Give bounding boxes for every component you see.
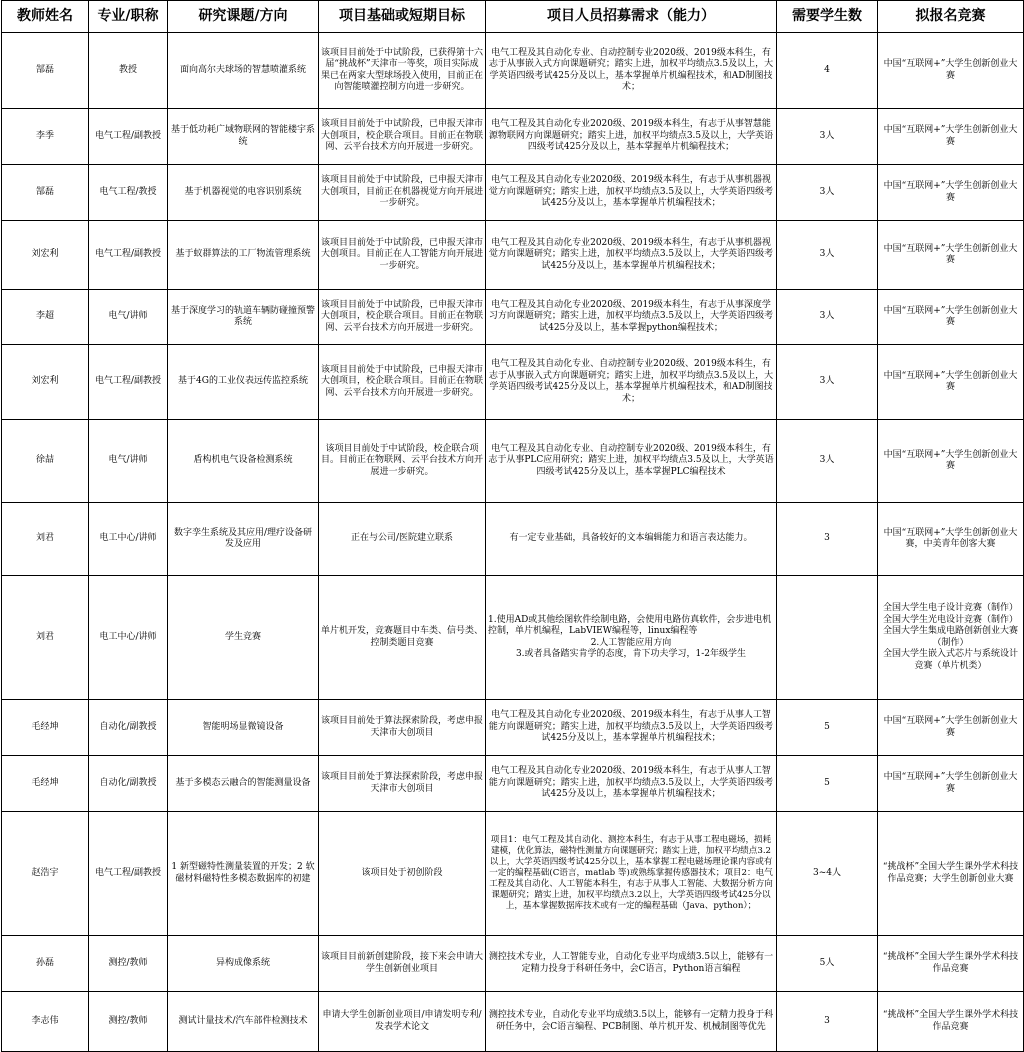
cell-competition: 中国“互联网+”大学生创新创业大赛 [878, 33, 1024, 109]
cell-needs: 测控技术专业，自动化专业平均成绩3.5以上，能够有一定精力投身于科研任务中，会C语言编程、PCB制图、单片机开发、机械制图等优先 [486, 992, 777, 1052]
cell-basis: 该项目目前新创建阶段，接下来会申请大学生创新创业项目 [319, 936, 486, 992]
cell-basis: 该项目目前处于中试阶段，已申报天津市大创项目。目前正在人工智能方向开展进一步研究。 [319, 221, 486, 290]
cell-basis: 申请大学生创新创业项目/申请发明专利/发表学术论文 [319, 992, 486, 1052]
cell-title: 电工中心/讲师 [89, 503, 168, 576]
cell-title: 电气工程/副教授 [89, 345, 168, 420]
cell-basis: 该项目处于初创阶段 [319, 812, 486, 936]
cell-title: 自动化/副教授 [89, 700, 168, 756]
cell-topic: 基于多模态云融合的智能测量设备 [168, 756, 319, 812]
recruitment-table [1, 0, 1024, 1052]
cell-topic: 异构成像系统 [168, 936, 319, 992]
cell-title: 电气工程/教授 [89, 165, 168, 221]
cell-count: 5 [777, 756, 878, 812]
header-topic: 研究课题/方向 [168, 1, 319, 33]
header-teacher: 教师姓名 [2, 1, 89, 33]
table-row [2, 756, 1024, 812]
cell-teacher: 李季 [2, 109, 89, 165]
competition-line: 全国大学生电子设计竞赛（制作） [882, 603, 1018, 613]
cell-competition: 中国“互联网+”大学生创新创业大赛 [878, 756, 1024, 812]
cell-title: 测控/教师 [89, 936, 168, 992]
cell-needs: 电气工程及其自动化专业2020级、2019级本科生，有志于从事深度学习方向课题研究；踏实上进，加权平均绩点3.5及以上，大学英语四级考试425分及以上，基本掌握python编程技术； [486, 290, 777, 345]
cell-needs: 电气工程及其自动化专业2020级、2019级本科生，有志于从事机器视觉方向课题研究；踏实上进，加权平均绩点3.5及以上，大学英语四级考试425分及以上，基本掌握单片机编程技术； [486, 221, 777, 290]
cell-title: 电气工程/副教授 [89, 221, 168, 290]
cell-topic: 基于蚁群算法的工厂物流管理系统 [168, 221, 319, 290]
cell-topic: 测试计量技术/汽车部件检测技术 [168, 992, 319, 1052]
cell-teacher: 李志伟 [2, 992, 89, 1052]
table-row [2, 812, 1024, 936]
cell-count: 3 [777, 503, 878, 576]
cell-topic: 智能明场显微镜设备 [168, 700, 319, 756]
cell-basis: 该项目目前处于中试阶段，已申报天津市大创项目，校企联合项目。目前正在物联网、云平台技术方向开展进一步研究。 [319, 345, 486, 420]
cell-count: 5 [777, 700, 878, 756]
cell-topic: 1 新型磁特性测量装置的开发；2 软磁材料磁特性多模态数据库的初建 [168, 812, 319, 936]
header-needs: 项目人员招募需求（能力） [486, 1, 777, 33]
cell-title: 自动化/副教授 [89, 756, 168, 812]
table-row [2, 109, 1024, 165]
cell-title: 电气工程/副教授 [89, 109, 168, 165]
cell-needs: 电气工程及其自动化专业、自动控制专业2020级、2019级本科生，有志于从事嵌入式方向课题研究；踏实上进，加权平均绩点3.5及以上，大学英语四级考试425分及以上，基本掌握单片机编程技术，和AD制图技术； [486, 345, 777, 420]
cell-basis: 该项目目前处于中试阶段，已申报天津市大创项目，校企联合项目。目前正在物联网、云平台技术方向开展进一步研究。 [319, 109, 486, 165]
cell-needs: 电气工程及其自动化专业、自动控制专业2020级、2019级本科生，有志于从事嵌入式方向课题研究；踏实上进，加权平均绩点3.5及以上，大学英语四级考试425分及以上，基本掌握单片机编程技术，和AD制图技术； [486, 33, 777, 109]
cell-needs: 项目1：电气工程及其自动化、测控本科生，有志于从事工程电磁场，损耗建模，优化算法，磁特性测量方向课题研究；踏实上进，加权平均绩点3.2以上，大学英语四级考试425分以上，基本掌握工程电磁场理论课内容或有一定的编程基础(C语言，matlab 等)或熟练掌握传感器技术；项目2：电气工程及其自动化、人工智能本科生，有志于从事人工智能、大数据分析方向课题研究；踏实上进，加权平均绩点3.2以上，大学英语四级考试425分以上，基本掌握数据库技术或有一定的编程基础（Java、python）； [486, 812, 777, 936]
cell-competition: 中国“互联网+”大学生创新创业大赛，中美青年创客大赛 [878, 503, 1024, 576]
cell-topic: 盾构机电气设备检测系统 [168, 420, 319, 503]
cell-teacher: 刘宏利 [2, 221, 89, 290]
needs-line: 2.人工智能应用方向 [590, 637, 672, 648]
table-row [2, 503, 1024, 576]
cell-needs: 电气工程及其自动化专业、自动控制专业2020级、2019级本科生，有志于从事PLC应用研究；踏实上进，加权平均绩点3.5及以上，大学英语四级考试425分及以上，基本掌握PLC编程技术 [486, 420, 777, 503]
cell-count: 3人 [777, 345, 878, 420]
table-row [2, 290, 1024, 345]
cell-basis: 该项目目前处于算法探索阶段，考虑申报天津市大创项目 [319, 756, 486, 812]
cell-teacher: 刘宏利 [2, 345, 89, 420]
cell-basis: 该项目目前处于算法探索阶段，考虑申报天津市大创项目 [319, 700, 486, 756]
cell-competition: 中国“互联网+”大学生创新创业大赛 [878, 290, 1024, 345]
header-competition: 拟报名竞赛 [878, 1, 1024, 33]
cell-count: 3人 [777, 165, 878, 221]
cell-competition: 中国“互联网+”大学生创新创业大赛 [878, 345, 1024, 420]
cell-competition: “挑战杯”全国大学生课外学术科技作品竞赛 [878, 936, 1024, 992]
table-row [2, 165, 1024, 221]
cell-teacher: 赵浩宇 [2, 812, 89, 936]
cell-topic: 学生竞赛 [168, 576, 319, 700]
cell-needs [486, 576, 777, 700]
cell-teacher: 刘君 [2, 503, 89, 576]
cell-needs: 电气工程及其自动化专业2020级、2019级本科生，有志于从事人工智能方向课题研究；踏实上进，加权平均绩点3.5及以上，大学英语四级考试425分及以上，基本掌握单片机编程技术； [486, 700, 777, 756]
table-row [2, 33, 1024, 109]
cell-teacher: 郜磊 [2, 165, 89, 221]
cell-teacher: 郜磊 [2, 33, 89, 109]
header-title: 专业/职称 [89, 1, 168, 33]
cell-teacher: 毛经坤 [2, 756, 89, 812]
table-row [2, 345, 1024, 420]
cell-teacher: 孙磊 [2, 936, 89, 992]
table-row [2, 700, 1024, 756]
cell-topic: 数字孪生系统及其应用/理疗设备研发及应用 [168, 503, 319, 576]
cell-basis: 该项目目前处于中试阶段，已申报天津市大创项目，目前正在机器视觉方向开展进一步研究。 [319, 165, 486, 221]
competition-line: 全国大学生光电设计竞赛（制作） [882, 614, 1018, 625]
cell-competition [878, 576, 1024, 700]
cell-count: 3人 [777, 420, 878, 503]
cell-competition: 中国“互联网+”大学生创新创业大赛 [878, 109, 1024, 165]
cell-title: 电气工程/副教授 [89, 812, 168, 936]
cell-count: 3人 [777, 109, 878, 165]
needs-line: 3.或者具备踏实肯学的态度，肯下功夫学习，1-2年级学生 [515, 649, 747, 659]
cell-topic: 面向高尔夫球场的智慧喷灌系统 [168, 33, 319, 109]
table-row [2, 420, 1024, 503]
cell-basis: 正在与公司/医院建立联系 [319, 503, 486, 576]
needs-line: 1.使用AD或其他绘图软件绘制电路，会使用电路仿真软件，会步进电机控制，单片机编程，LabVIEW编程等，linux编程等 [488, 614, 772, 636]
cell-competition: “挑战杯”全国大学生课外学术科技作品竞赛；大学生创新创业大赛 [878, 812, 1024, 936]
cell-competition: 中国“互联网+”大学生创新创业大赛 [878, 420, 1024, 503]
cell-needs: 测控技术专业，人工智能专业，自动化专业平均成绩3.5以上，能够有一定精力投身于科研任务中，会C语言，Python语言编程 [486, 936, 777, 992]
table-row [2, 576, 1024, 700]
cell-count: 3人 [777, 290, 878, 345]
cell-teacher: 徐喆 [2, 420, 89, 503]
cell-basis: 该项目目前处于中试阶段，校企联合项目。目前正在物联网、云平台技术方向开展进一步研究。 [319, 420, 486, 503]
header-count: 需要学生数 [777, 1, 878, 33]
header-basis: 项目基础或短期目标 [319, 1, 486, 33]
table-row [2, 992, 1024, 1052]
cell-topic: 基于4G的工业仪表远传监控系统 [168, 345, 319, 420]
cell-title: 电气/讲师 [89, 290, 168, 345]
competition-line: 全国大学生嵌入式芯片与系统设计竞赛（单片机类） [882, 649, 1018, 671]
cell-basis: 该项目目前处于中试阶段，已获得第十六届“挑战杯”天津市一等奖，项目实际成果已在两家大型球场投入使用，目前正在向智能喷灌控制方向进一步研究。 [319, 33, 486, 109]
cell-count: 3人 [777, 221, 878, 290]
cell-title: 电工中心/讲师 [89, 576, 168, 700]
cell-topic: 基于机器视觉的电容识别系统 [168, 165, 319, 221]
cell-basis: 该项目目前处于中试阶段，已申报天津市大创项目，校企联合项目。目前正在物联网、云平台技术方向开展进一步研究。 [319, 290, 486, 345]
cell-needs: 有一定专业基础，具备较好的文本编辑能力和语言表达能力。 [486, 503, 777, 576]
cell-title: 教授 [89, 33, 168, 109]
cell-needs: 电气工程及其自动化专业2020级、2019级本科生，有志于从事机器视觉方向课题研究；踏实上进，加权平均绩点3.5及以上，大学英语四级考试425分及以上，基本掌握单片机编程技术； [486, 165, 777, 221]
cell-competition: 中国“互联网+”大学生创新创业大赛 [878, 221, 1024, 290]
table-row [2, 221, 1024, 290]
cell-teacher: 李超 [2, 290, 89, 345]
cell-basis: 单片机开发，竞赛题目中车类、信号类、控制类题目竞赛 [319, 576, 486, 700]
cell-count: 3 [777, 992, 878, 1052]
cell-title: 测控/教师 [89, 992, 168, 1052]
cell-teacher: 刘君 [2, 576, 89, 700]
cell-competition: 中国“互联网+”大学生创新创业大赛 [878, 165, 1024, 221]
cell-teacher: 毛经坤 [2, 700, 89, 756]
cell-competition: “挑战杯”全国大学生课外学术科技作品竞赛 [878, 992, 1024, 1052]
cell-count: 3~4人 [777, 812, 878, 936]
cell-topic: 基于低功耗广域物联网的智能楼宇系统 [168, 109, 319, 165]
cell-count: 4 [777, 33, 878, 109]
cell-needs: 电气工程及其自动化专业2020级、2019级本科生，有志于从事人工智能方向课题研究；踏实上进，加权平均绩点3.5及以上，大学英语四级考试425分及以上，基本掌握单片机编程技术； [486, 756, 777, 812]
table-row [2, 936, 1024, 992]
cell-competition: 中国“互联网+”大学生创新创业大赛 [878, 700, 1024, 756]
header-row [2, 1, 1024, 33]
competition-line: 全国大学生集成电路创新创业大赛（制作） [882, 626, 1018, 648]
cell-count [777, 576, 878, 700]
cell-topic: 基于深度学习的轨道车辆防碰撞预警系统 [168, 290, 319, 345]
cell-count: 5人 [777, 936, 878, 992]
cell-needs: 电气工程及其自动化专业2020级、2019级本科生，有志于从事智慧能源物联网方向课题研究；踏实上进，加权平均绩点3.5及以上，大学英语四级考试425分及以上，基本掌握单片机编程技术； [486, 109, 777, 165]
cell-title: 电气/讲师 [89, 420, 168, 503]
